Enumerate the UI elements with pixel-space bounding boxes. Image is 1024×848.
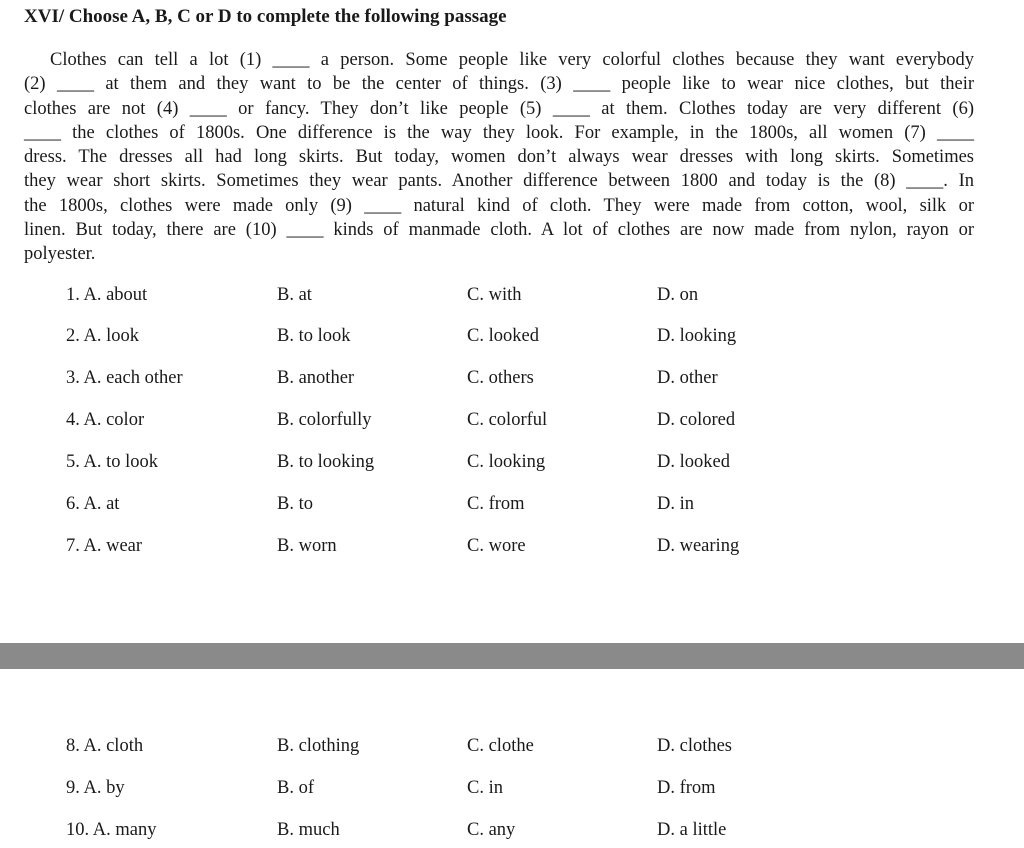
option-d: D. colored (657, 410, 736, 430)
question-row-8 (0, 736, 1024, 764)
question-row-7 (0, 536, 1024, 564)
option-c: C. any (467, 820, 516, 840)
option-c: C. from (467, 494, 525, 514)
option-c: C. wore (467, 536, 526, 556)
question-row-1 (0, 285, 1024, 313)
option-a: 10. A. many (66, 820, 157, 840)
question-row-6 (0, 494, 1024, 522)
passage-line: ____ the clothes of 1800s. One difference is the way they look. For example, in the 1800s, all women (7) ____ (24, 122, 974, 143)
option-a: 1. A. about (66, 285, 148, 305)
passage-line: dress. The dresses all had long skirts. But today, women don’t always wear dresses with long skirts. Sometimes (24, 147, 974, 168)
exercise-heading: XVI/ Choose A, B, C or D to complete the following passage (24, 6, 507, 27)
option-a: 8. A. cloth (66, 736, 144, 756)
passage-line: polyester. (24, 244, 96, 265)
option-b: B. of (277, 778, 314, 798)
option-a: 6. A. at (66, 494, 120, 514)
option-a: 4. A. color (66, 410, 145, 430)
page-break-divider (0, 643, 1024, 669)
option-d: D. in (657, 494, 694, 514)
option-d: D. clothes (657, 736, 733, 756)
option-c: C. looking (467, 452, 546, 472)
passage-line: Clothes can tell a lot (1) ____ a person. Some people like very colorful clothes because they want everybody (50, 50, 974, 70)
option-a: 3. A. each other (66, 368, 183, 388)
option-d: D. a little (657, 820, 727, 840)
option-c: C. looked (467, 326, 539, 346)
option-d: D. looked (657, 452, 730, 472)
option-d: D. from (657, 778, 716, 798)
option-d: D. on (657, 285, 699, 305)
option-b: B. another (277, 368, 355, 388)
option-c: C. colorful (467, 410, 548, 430)
option-a: 9. A. by (66, 778, 125, 798)
option-a: 5. A. to look (66, 452, 158, 472)
question-row-2 (0, 326, 1024, 354)
option-b: B. at (277, 285, 312, 305)
option-b: B. to (277, 494, 313, 514)
option-b: B. much (277, 820, 340, 840)
option-c: C. with (467, 285, 522, 305)
option-c: C. clothe (467, 736, 534, 756)
option-d: D. wearing (657, 536, 740, 556)
option-c: C. in (467, 778, 503, 798)
option-d: D. other (657, 368, 718, 388)
option-b: B. colorfully (277, 410, 372, 430)
option-b: B. to look (277, 326, 351, 346)
question-row-3 (0, 368, 1024, 396)
reading-passage (24, 48, 974, 267)
question-row-5 (0, 452, 1024, 480)
question-row-4 (0, 410, 1024, 438)
passage-line: linen. But today, there are (10) ____ kinds of manmade cloth. A lot of clothes are now made from nylon, rayon or (24, 220, 974, 241)
option-c: C. others (467, 368, 534, 388)
question-row-9 (0, 778, 1024, 806)
option-a: 2. A. look (66, 326, 139, 346)
question-row-10 (0, 820, 1024, 848)
option-d: D. looking (657, 326, 737, 346)
passage-line: the 1800s, clothes were made only (9) ____ natural kind of cloth. They were made from cotton, wool, silk or (24, 195, 974, 216)
option-b: B. worn (277, 536, 337, 556)
passage-line: (2) ____ at them and they want to be the center of things. (3) ____ people like to wear nice clothes, but their (24, 74, 974, 95)
option-b: B. clothing (277, 736, 360, 756)
option-a: 7. A. wear (66, 536, 143, 556)
option-b: B. to looking (277, 452, 375, 472)
passage-line: they wear short skirts. Sometimes they wear pants. Another difference between 1800 and today is the (8) ____. In (24, 171, 974, 192)
passage-line: clothes are not (4) ____ or fancy. They don’t like people (5) ____ at them. Clothes today are very different (6) (24, 98, 974, 119)
